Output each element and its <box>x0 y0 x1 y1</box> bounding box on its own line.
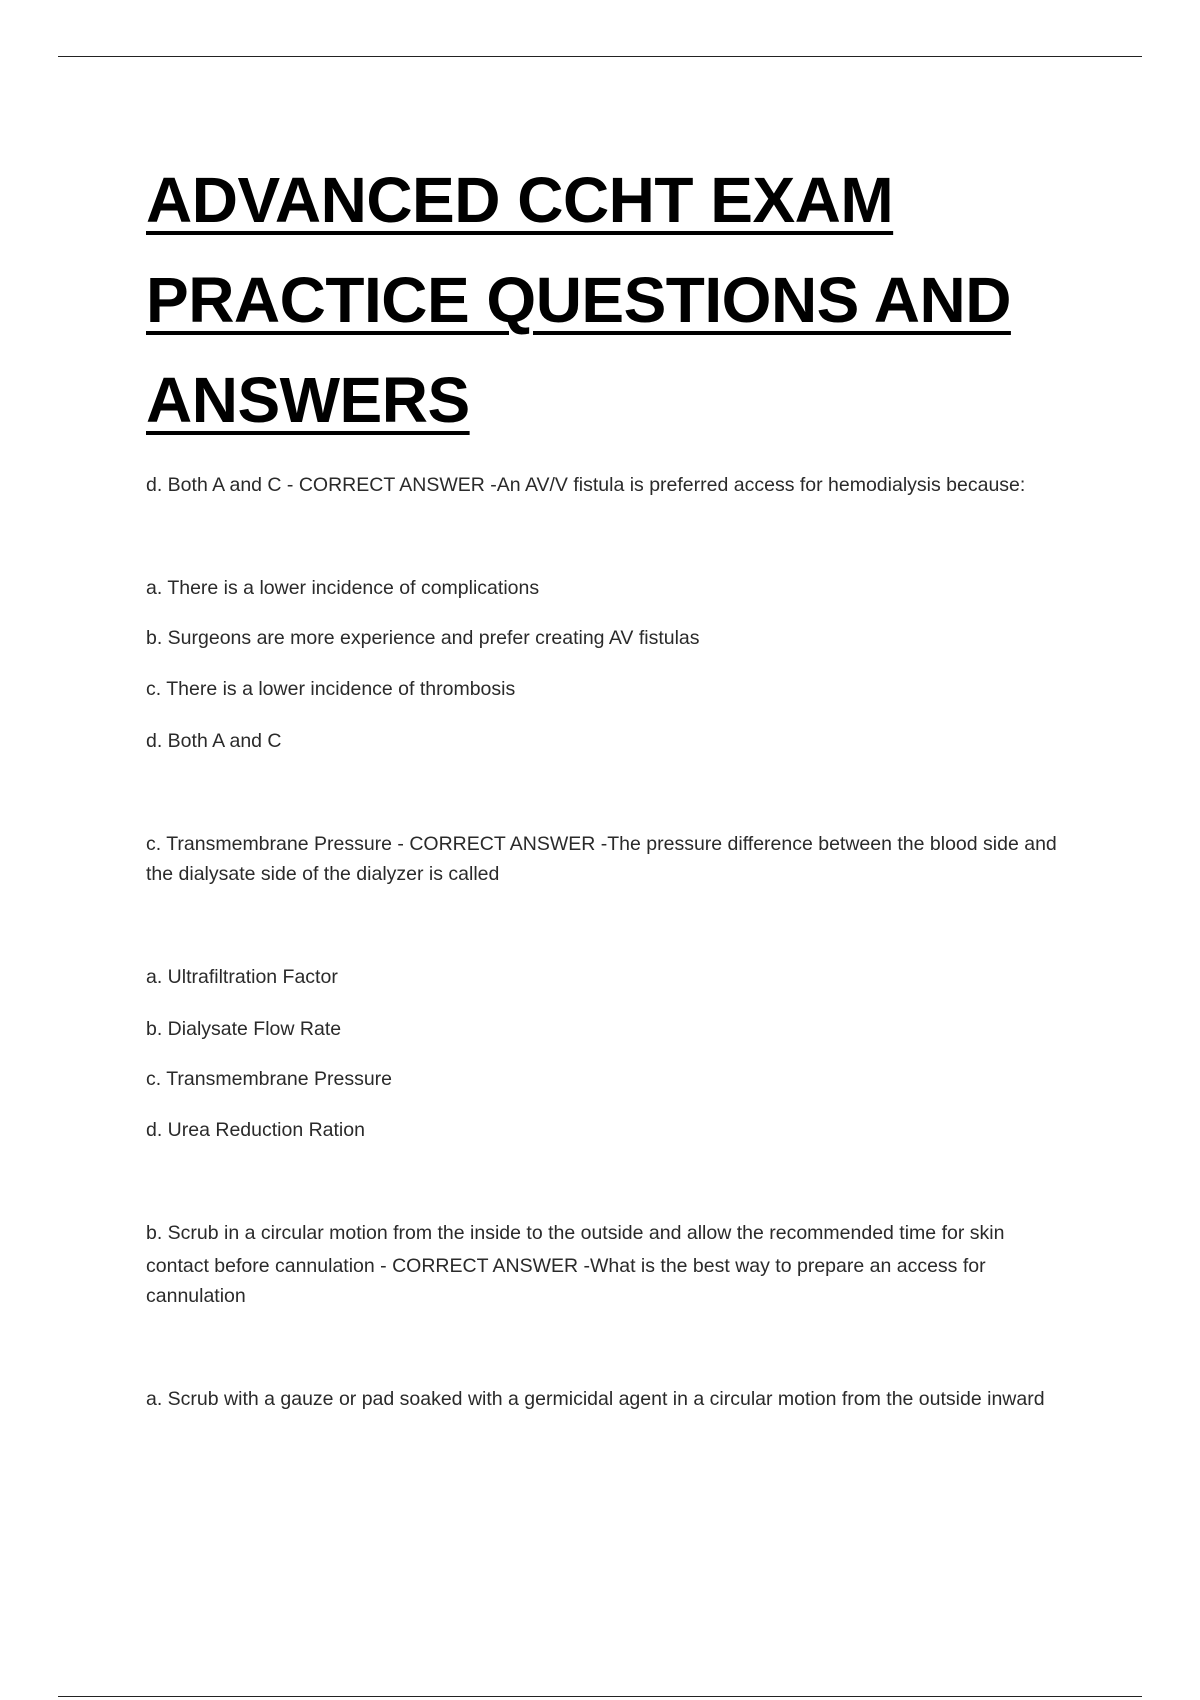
page-title <box>146 150 1146 450</box>
question-1-statement: d. Both A and C - CORRECT ANSWER -An AV/V fistula is preferred access for hemodialysis because: <box>146 474 1026 496</box>
question-3-option-a: a. Scrub with a gauze or pad soaked with a germicidal agent in a circular motion from the outside inward <box>146 1388 1045 1410</box>
top-rule <box>58 56 1142 57</box>
title-line-2: PRACTICE QUESTIONS AND <box>146 264 1011 336</box>
title-line-3: ANSWERS <box>146 364 470 436</box>
question-3-statement-line-1: b. Scrub in a circular motion from the inside to the outside and allow the recommended time for skin <box>146 1222 1005 1244</box>
question-2-statement-line-2: the dialysate side of the dialyzer is called <box>146 863 500 885</box>
question-2-statement-line-1: c. Transmembrane Pressure - CORRECT ANSWER -The pressure difference between the blood side and <box>146 833 1057 855</box>
question-1-option-b: b. Surgeons are more experience and prefer creating AV fistulas <box>146 627 700 649</box>
question-1-option-d: d. Both A and C <box>146 730 282 752</box>
question-1-option-c: c. There is a lower incidence of thrombosis <box>146 678 516 700</box>
question-2-option-a: a. Ultrafiltration Factor <box>146 966 338 988</box>
question-2-option-d: d. Urea Reduction Ration <box>146 1119 365 1141</box>
question-3-statement-line-2: contact before cannulation - CORRECT ANSWER -What is the best way to prepare an access for <box>146 1255 986 1277</box>
question-2-option-b: b. Dialysate Flow Rate <box>146 1018 342 1040</box>
question-3-statement-line-3: cannulation <box>146 1285 246 1307</box>
title-line-1: ADVANCED CCHT EXAM <box>146 164 894 236</box>
question-1-option-a: a. There is a lower incidence of complications <box>146 577 540 599</box>
bottom-rule <box>58 1696 1142 1697</box>
question-2-option-c: c. Transmembrane Pressure <box>146 1068 393 1090</box>
